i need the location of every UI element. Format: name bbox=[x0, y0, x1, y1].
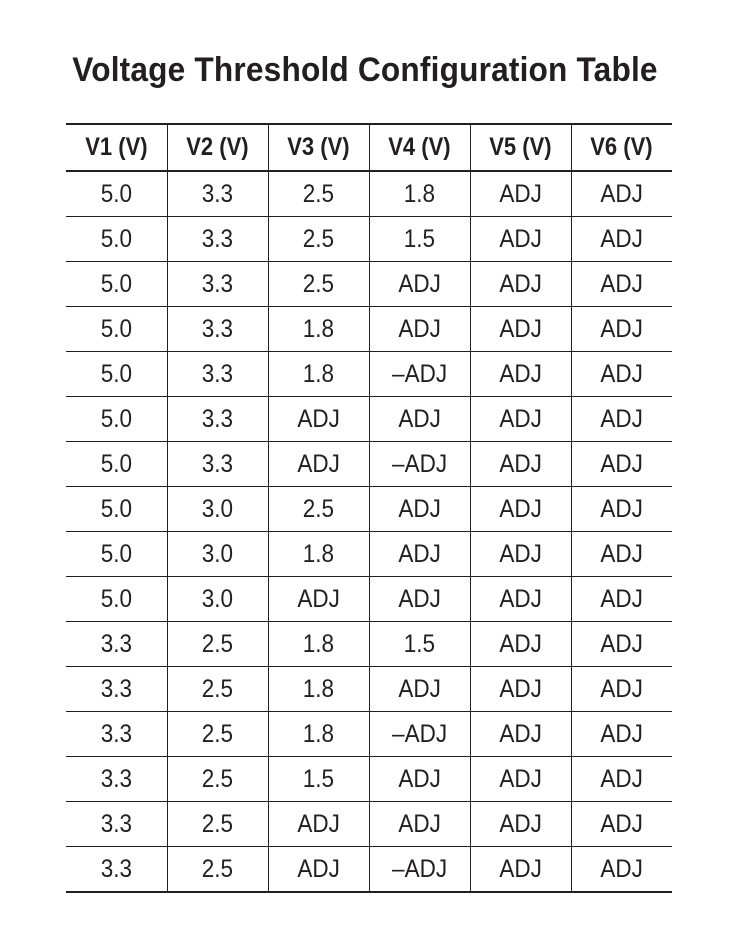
cell-value: 5.0 bbox=[100, 404, 132, 433]
table-row bbox=[66, 667, 672, 712]
table-cell-v2 bbox=[167, 487, 268, 532]
table-cell-v6 bbox=[571, 397, 672, 442]
table-cell-v6 bbox=[571, 532, 672, 577]
cell-value: 3.3 bbox=[201, 404, 234, 433]
cell-value: ADJ bbox=[600, 224, 643, 253]
table-cell-v6 bbox=[571, 577, 672, 622]
column-header-v3 bbox=[268, 124, 369, 171]
cell-value: ADJ bbox=[398, 584, 441, 613]
table-row bbox=[66, 442, 672, 487]
cell-value: 1.5 bbox=[302, 764, 335, 793]
table-cell-v4 bbox=[369, 532, 470, 577]
cell-value: 5.0 bbox=[100, 449, 132, 478]
column-header-label: V4 (V) bbox=[388, 133, 451, 161]
table-cell-v3 bbox=[268, 262, 369, 307]
table-cell-v2 bbox=[167, 352, 268, 397]
cell-value: 2.5 bbox=[201, 809, 234, 838]
column-header-v1 bbox=[66, 124, 167, 171]
cell-value: 5.0 bbox=[100, 314, 132, 343]
table-row bbox=[66, 577, 672, 622]
table-cell-v1 bbox=[66, 217, 167, 262]
table-cell-v4 bbox=[369, 262, 470, 307]
table-row bbox=[66, 217, 672, 262]
table-cell-v5 bbox=[470, 577, 571, 622]
table-cell-v1 bbox=[66, 397, 167, 442]
table-row bbox=[66, 307, 672, 352]
cell-value: ADJ bbox=[600, 629, 643, 658]
cell-value: 2.5 bbox=[201, 719, 234, 748]
cell-value: ADJ bbox=[398, 314, 441, 343]
cell-value: 2.5 bbox=[201, 674, 234, 703]
cell-value: 2.5 bbox=[201, 764, 234, 793]
table-cell-v3 bbox=[268, 217, 369, 262]
cell-value: 5.0 bbox=[100, 584, 132, 613]
column-header-v5 bbox=[470, 124, 571, 171]
table-row bbox=[66, 352, 672, 397]
table-cell-v6 bbox=[571, 487, 672, 532]
voltage-threshold-table bbox=[66, 123, 672, 893]
table-cell-v6 bbox=[571, 622, 672, 667]
page-title: Voltage Threshold Configuration Table bbox=[72, 51, 658, 89]
cell-value: ADJ bbox=[600, 359, 643, 388]
table-cell-v5 bbox=[470, 217, 571, 262]
table-cell-v2 bbox=[167, 802, 268, 847]
table-cell-v5 bbox=[470, 757, 571, 802]
table-cell-v2 bbox=[167, 667, 268, 712]
table-cell-v1 bbox=[66, 442, 167, 487]
cell-value: ADJ bbox=[600, 404, 643, 433]
cell-value: 2.5 bbox=[302, 224, 335, 253]
cell-value: ADJ bbox=[499, 224, 542, 253]
cell-value: –ADJ bbox=[391, 854, 448, 883]
table-cell-v4 bbox=[369, 487, 470, 532]
table-cell-v6 bbox=[571, 847, 672, 893]
table-cell-v4 bbox=[369, 442, 470, 487]
table-cell-v2 bbox=[167, 712, 268, 757]
cell-value: 3.3 bbox=[100, 764, 132, 793]
table-cell-v3 bbox=[268, 171, 369, 217]
table-row bbox=[66, 802, 672, 847]
table-cell-v4 bbox=[369, 757, 470, 802]
cell-value: ADJ bbox=[600, 674, 643, 703]
table-cell-v3 bbox=[268, 532, 369, 577]
cell-value: ADJ bbox=[600, 719, 643, 748]
cell-value: 5.0 bbox=[100, 539, 132, 568]
column-header-label: V6 (V) bbox=[590, 133, 653, 161]
cell-value: ADJ bbox=[499, 404, 542, 433]
cell-value: 1.8 bbox=[302, 539, 335, 568]
table-cell-v1 bbox=[66, 577, 167, 622]
cell-value: ADJ bbox=[499, 629, 542, 658]
table-cell-v5 bbox=[470, 442, 571, 487]
cell-value: 3.3 bbox=[201, 359, 234, 388]
table-cell-v2 bbox=[167, 532, 268, 577]
table-cell-v2 bbox=[167, 397, 268, 442]
cell-value: ADJ bbox=[600, 809, 643, 838]
table-cell-v5 bbox=[470, 397, 571, 442]
table-cell-v4 bbox=[369, 397, 470, 442]
cell-value: ADJ bbox=[499, 314, 542, 343]
cell-value: 3.3 bbox=[201, 179, 234, 208]
table-cell-v4 bbox=[369, 712, 470, 757]
table-cell-v1 bbox=[66, 307, 167, 352]
table-cell-v5 bbox=[470, 712, 571, 757]
cell-value: –ADJ bbox=[391, 449, 448, 478]
cell-value: 5.0 bbox=[100, 224, 132, 253]
table-cell-v2 bbox=[167, 262, 268, 307]
table-cell-v4 bbox=[369, 847, 470, 893]
cell-value: ADJ bbox=[600, 449, 643, 478]
cell-value: ADJ bbox=[499, 674, 542, 703]
cell-value: 1.8 bbox=[302, 359, 335, 388]
cell-value: 1.8 bbox=[403, 179, 436, 208]
cell-value: 3.3 bbox=[100, 809, 132, 838]
cell-value: ADJ bbox=[499, 854, 542, 883]
table-cell-v1 bbox=[66, 802, 167, 847]
table-cell-v5 bbox=[470, 307, 571, 352]
table-cell-v5 bbox=[470, 487, 571, 532]
table-cell-v3 bbox=[268, 577, 369, 622]
cell-value: ADJ bbox=[297, 449, 340, 478]
table-cell-v2 bbox=[167, 217, 268, 262]
table-row bbox=[66, 757, 672, 802]
cell-value: 3.3 bbox=[100, 629, 132, 658]
table-row bbox=[66, 397, 672, 442]
cell-value: ADJ bbox=[297, 854, 340, 883]
table-cell-v1 bbox=[66, 757, 167, 802]
table-cell-v2 bbox=[167, 757, 268, 802]
table-cell-v4 bbox=[369, 352, 470, 397]
cell-value: ADJ bbox=[600, 179, 643, 208]
cell-value: 3.3 bbox=[201, 224, 234, 253]
table-cell-v5 bbox=[470, 802, 571, 847]
column-header-v6 bbox=[571, 124, 672, 171]
table-cell-v4 bbox=[369, 171, 470, 217]
table-cell-v4 bbox=[369, 307, 470, 352]
table-cell-v6 bbox=[571, 667, 672, 712]
cell-value: 1.8 bbox=[302, 719, 335, 748]
cell-value: ADJ bbox=[398, 539, 441, 568]
table-cell-v3 bbox=[268, 757, 369, 802]
table-cell-v5 bbox=[470, 622, 571, 667]
column-header-label: V2 (V) bbox=[186, 133, 249, 161]
cell-value: ADJ bbox=[499, 764, 542, 793]
cell-value: ADJ bbox=[499, 359, 542, 388]
cell-value: ADJ bbox=[398, 764, 441, 793]
table-cell-v4 bbox=[369, 667, 470, 712]
cell-value: 1.8 bbox=[302, 314, 335, 343]
table-row bbox=[66, 622, 672, 667]
cell-value: 5.0 bbox=[100, 269, 132, 298]
table-cell-v1 bbox=[66, 667, 167, 712]
cell-value: ADJ bbox=[499, 584, 542, 613]
cell-value: 2.5 bbox=[201, 629, 234, 658]
table-cell-v3 bbox=[268, 622, 369, 667]
cell-value: 3.3 bbox=[100, 854, 132, 883]
table-cell-v1 bbox=[66, 171, 167, 217]
table-cell-v2 bbox=[167, 847, 268, 893]
cell-value: ADJ bbox=[297, 809, 340, 838]
cell-value: 5.0 bbox=[100, 494, 132, 523]
cell-value: 3.0 bbox=[201, 539, 234, 568]
cell-value: ADJ bbox=[398, 674, 441, 703]
cell-value: ADJ bbox=[398, 269, 441, 298]
table-row bbox=[66, 262, 672, 307]
cell-value: ADJ bbox=[600, 854, 643, 883]
cell-value: ADJ bbox=[398, 494, 441, 523]
cell-value: ADJ bbox=[600, 314, 643, 343]
table-cell-v2 bbox=[167, 307, 268, 352]
table-cell-v5 bbox=[470, 262, 571, 307]
table-cell-v4 bbox=[369, 622, 470, 667]
cell-value: ADJ bbox=[499, 809, 542, 838]
cell-value: 3.3 bbox=[201, 449, 234, 478]
table-cell-v5 bbox=[470, 532, 571, 577]
table-cell-v2 bbox=[167, 171, 268, 217]
cell-value: ADJ bbox=[499, 719, 542, 748]
table-cell-v1 bbox=[66, 622, 167, 667]
table-cell-v3 bbox=[268, 802, 369, 847]
table-cell-v5 bbox=[470, 667, 571, 712]
cell-value: ADJ bbox=[600, 584, 643, 613]
table-cell-v2 bbox=[167, 442, 268, 487]
table-cell-v1 bbox=[66, 847, 167, 893]
table-row bbox=[66, 532, 672, 577]
table-cell-v5 bbox=[470, 171, 571, 217]
table-cell-v1 bbox=[66, 352, 167, 397]
cell-value: 3.3 bbox=[201, 314, 234, 343]
cell-value: 2.5 bbox=[302, 179, 335, 208]
table-cell-v6 bbox=[571, 802, 672, 847]
column-header-v2 bbox=[167, 124, 268, 171]
cell-value: 2.5 bbox=[201, 854, 234, 883]
cell-value: ADJ bbox=[499, 539, 542, 568]
cell-value: ADJ bbox=[600, 764, 643, 793]
cell-value: 2.5 bbox=[302, 494, 335, 523]
table-cell-v5 bbox=[470, 847, 571, 893]
cell-value: ADJ bbox=[499, 449, 542, 478]
table-cell-v6 bbox=[571, 757, 672, 802]
table-cell-v3 bbox=[268, 487, 369, 532]
table-cell-v2 bbox=[167, 577, 268, 622]
cell-value: 1.8 bbox=[302, 674, 335, 703]
table-cell-v1 bbox=[66, 532, 167, 577]
cell-value: ADJ bbox=[499, 494, 542, 523]
table-cell-v1 bbox=[66, 262, 167, 307]
column-header-v4 bbox=[369, 124, 470, 171]
table-cell-v3 bbox=[268, 397, 369, 442]
table-cell-v4 bbox=[369, 802, 470, 847]
cell-value: –ADJ bbox=[391, 719, 448, 748]
table-cell-v3 bbox=[268, 847, 369, 893]
cell-value: 3.0 bbox=[201, 494, 234, 523]
column-header-label: V3 (V) bbox=[287, 133, 350, 161]
table-cell-v3 bbox=[268, 712, 369, 757]
table-cell-v3 bbox=[268, 442, 369, 487]
table-cell-v5 bbox=[470, 352, 571, 397]
cell-value: 5.0 bbox=[100, 179, 132, 208]
table-cell-v1 bbox=[66, 487, 167, 532]
cell-value: ADJ bbox=[499, 179, 542, 208]
column-header-label: V1 (V) bbox=[85, 133, 148, 161]
cell-value: 3.3 bbox=[201, 269, 234, 298]
table-header-row bbox=[66, 124, 672, 171]
cell-value: 1.8 bbox=[302, 629, 335, 658]
table-cell-v3 bbox=[268, 667, 369, 712]
table-body bbox=[66, 171, 672, 892]
cell-value: ADJ bbox=[600, 539, 643, 568]
cell-value: ADJ bbox=[499, 269, 542, 298]
cell-value: –ADJ bbox=[391, 359, 448, 388]
table-cell-v3 bbox=[268, 307, 369, 352]
cell-value: 1.5 bbox=[403, 629, 436, 658]
cell-value: 1.5 bbox=[403, 224, 436, 253]
table-row bbox=[66, 487, 672, 532]
table-cell-v6 bbox=[571, 217, 672, 262]
table-cell-v3 bbox=[268, 352, 369, 397]
table-cell-v6 bbox=[571, 442, 672, 487]
table-cell-v6 bbox=[571, 171, 672, 217]
table-cell-v6 bbox=[571, 352, 672, 397]
table-cell-v2 bbox=[167, 622, 268, 667]
cell-value: ADJ bbox=[297, 584, 340, 613]
table-cell-v4 bbox=[369, 217, 470, 262]
table-cell-v1 bbox=[66, 712, 167, 757]
column-header-label: V5 (V) bbox=[489, 133, 552, 161]
cell-value: 3.3 bbox=[100, 674, 132, 703]
cell-value: ADJ bbox=[297, 404, 340, 433]
cell-value: 5.0 bbox=[100, 359, 132, 388]
table-cell-v6 bbox=[571, 712, 672, 757]
cell-value: 3.0 bbox=[201, 584, 234, 613]
table-row bbox=[66, 171, 672, 217]
cell-value: ADJ bbox=[600, 494, 643, 523]
cell-value: ADJ bbox=[398, 809, 441, 838]
table-row bbox=[66, 847, 672, 893]
cell-value: ADJ bbox=[600, 269, 643, 298]
table-cell-v6 bbox=[571, 307, 672, 352]
table-cell-v4 bbox=[369, 577, 470, 622]
table-cell-v6 bbox=[571, 262, 672, 307]
cell-value: 3.3 bbox=[100, 719, 132, 748]
cell-value: 2.5 bbox=[302, 269, 335, 298]
table-row bbox=[66, 712, 672, 757]
cell-value: ADJ bbox=[398, 404, 441, 433]
